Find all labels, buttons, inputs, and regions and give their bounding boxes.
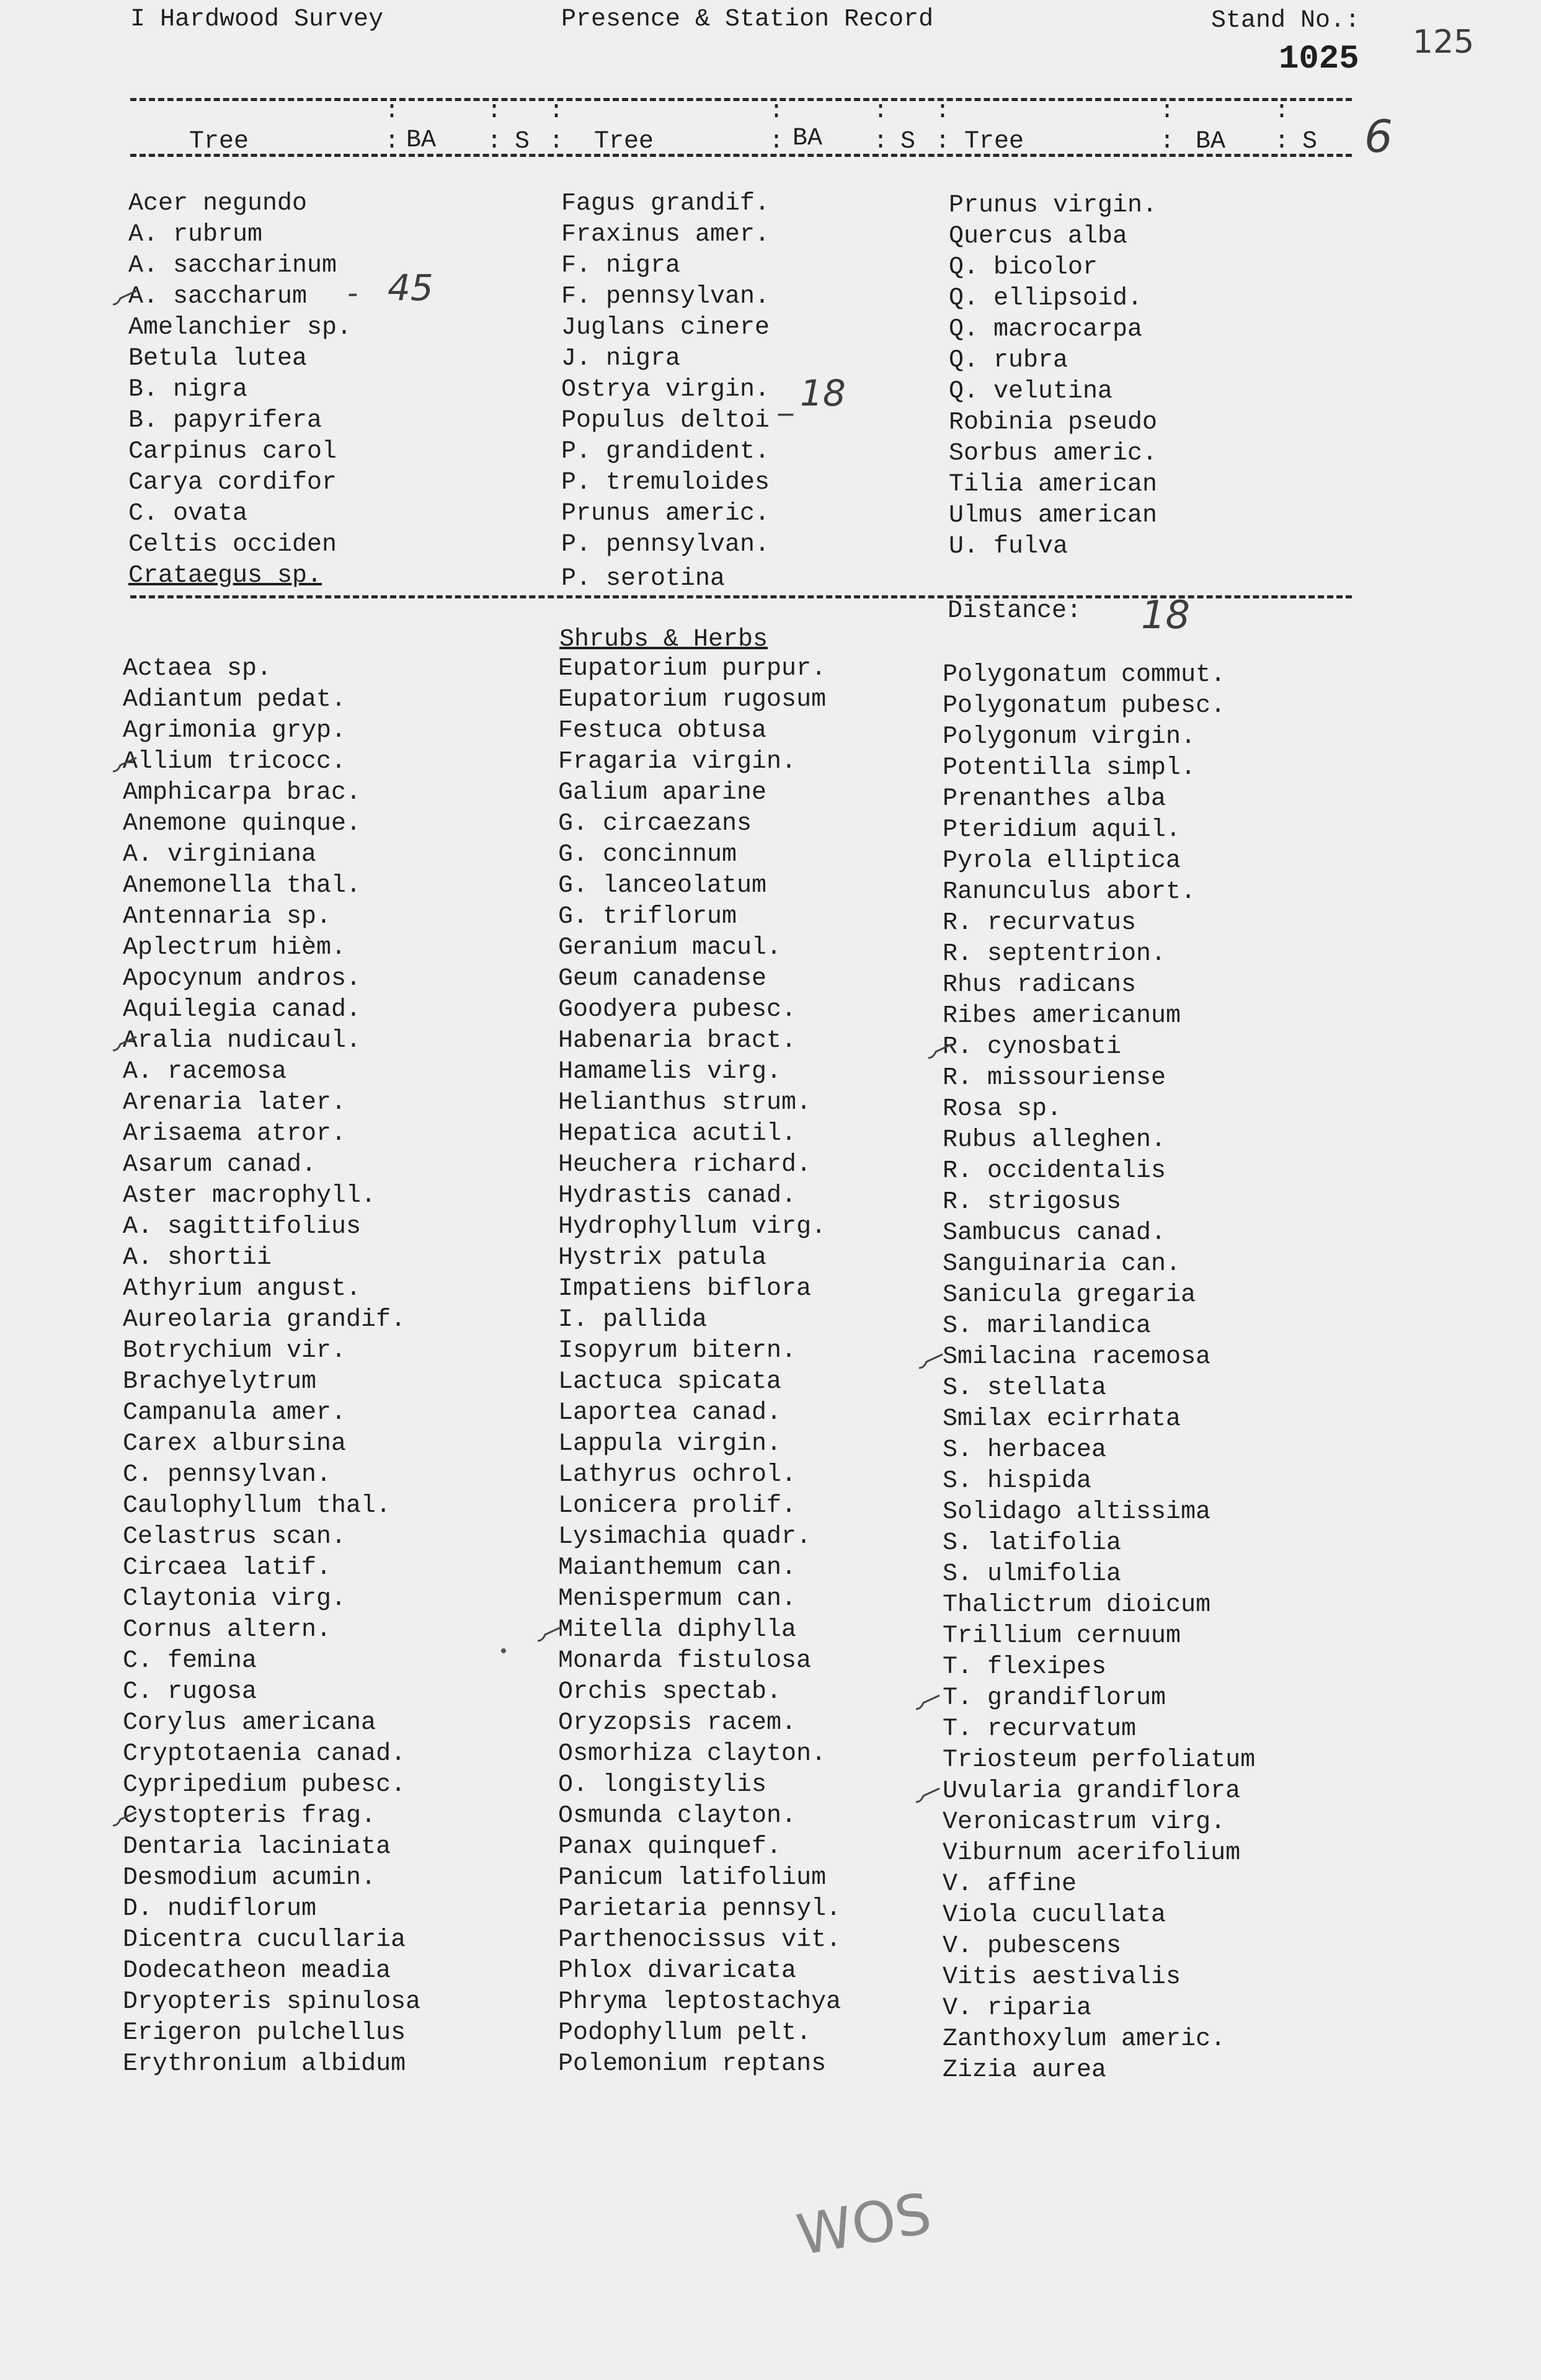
list-item: Geranium macul. (558, 934, 782, 962)
list-item: A. virginiana (123, 841, 317, 869)
list-item: Allium tricocc. (123, 748, 347, 776)
list-item: Carex albursina (123, 1430, 347, 1458)
list-item: Asarum canad. (123, 1151, 317, 1179)
list-item: Thalictrum dioicum (943, 1591, 1211, 1619)
list-item: Cystopteris frag. (123, 1802, 376, 1830)
list-item: A. shortii (123, 1244, 272, 1272)
list-item: Celastrus scan. (123, 1523, 347, 1551)
list-item: Apocynum andros. (123, 965, 362, 993)
list-item: Fraxinus amer. (561, 221, 770, 249)
handwritten-ba-saccharum: 45 (388, 267, 433, 309)
list-item: Erythronium albidum (123, 2050, 406, 2078)
list-item: Solidago altissima (943, 1498, 1211, 1526)
list-item: Festuca obtusa (558, 717, 767, 745)
list-item: Veronicastrum virg. (943, 1808, 1226, 1836)
list-item: G. lanceolatum (558, 872, 767, 900)
list-item: C. femina (123, 1647, 257, 1675)
list-item: Celtis occiden (128, 531, 337, 559)
ba2-header: BA (793, 125, 823, 153)
checkmark-icon (915, 1786, 942, 1803)
pencil-dot (501, 1648, 506, 1653)
list-item: Hydrophyllum virg. (558, 1213, 827, 1241)
list-item: Arisaema atror. (123, 1120, 347, 1148)
handwritten-dash: _ (778, 381, 793, 416)
list-item: Panicum latifolium (558, 1864, 827, 1892)
list-item: Desmodium acumin. (123, 1864, 376, 1892)
list-item: Parietaria pennsyl. (558, 1895, 842, 1923)
list-item: Athyrium angust. (123, 1275, 362, 1303)
list-item: Osmorhiza clayton. (558, 1740, 827, 1768)
list-item: S. stellata (943, 1374, 1107, 1402)
distance-label: Distance: (948, 597, 1082, 625)
list-item: G. concinnum (558, 841, 737, 869)
list-item: A. racemosa (123, 1058, 287, 1086)
list-item: Aureolaria grandif. (123, 1306, 406, 1334)
list-item: Fagus grandif. (561, 190, 770, 218)
list-item: Monarda fistulosa (558, 1647, 812, 1675)
list-item: R. cynosbati (943, 1033, 1122, 1061)
list-item: P. pennsylvan. (561, 531, 770, 559)
list-item: Corylus americana (123, 1709, 376, 1737)
checkmark-icon (536, 1625, 564, 1642)
list-item: Aralia nudicaul. (123, 1027, 362, 1055)
list-item: Eupatorium rugosum (558, 686, 827, 714)
handwritten-dash: - (347, 276, 358, 311)
list-item: Betula lutea (128, 345, 308, 373)
tree-col2-header: Tree (594, 128, 654, 156)
list-item: S. marilandica (943, 1312, 1152, 1340)
list-item: F. pennsylvan. (561, 283, 770, 311)
list-item: Viola cucullata (943, 1901, 1166, 1929)
list-item: Menispermum can. (558, 1585, 797, 1613)
shrubs-herbs-heading: Shrubs & Herbs (559, 626, 768, 654)
list-item: C. rugosa (123, 1678, 257, 1706)
list-item: Q. bicolor (949, 254, 1098, 282)
list-item: Amelanchier sp. (128, 314, 352, 342)
list-item: A. sagittifolius (123, 1213, 362, 1241)
list-item: V. affine (943, 1870, 1077, 1898)
list-item: Populus deltoi (561, 407, 770, 435)
list-item: Juglans cinere (561, 314, 770, 342)
list-item: Sanguinaria can. (943, 1250, 1181, 1278)
list-item: Phryma leptostachya (558, 1988, 842, 2016)
list-item: G. triflorum (558, 903, 737, 931)
list-item: Isopyrum bitern. (558, 1337, 797, 1365)
list-item: Carya cordifor (128, 469, 337, 497)
list-item: Aplectrum hièm. (123, 934, 347, 962)
list-item: Agrimonia gryp. (123, 717, 347, 745)
list-item: S. hispida (943, 1467, 1092, 1495)
s3-header: S (1302, 128, 1318, 156)
list-item: Carpinus carol (128, 438, 337, 466)
list-item: Prunus americ. (561, 500, 770, 528)
stand-number: 1025 (1279, 40, 1359, 78)
list-item: Impatiens biflora (558, 1275, 812, 1303)
list-item: Helianthus strum. (558, 1089, 812, 1117)
list-item: Polygonum virgin. (943, 723, 1196, 751)
list-item: Galium aparine (558, 779, 767, 807)
list-item: Lysimachia quadr. (558, 1523, 812, 1551)
list-item: Fragaria virgin. (558, 748, 797, 776)
list-item: Botrychium vir. (123, 1337, 347, 1365)
list-item: Arenaria later. (123, 1089, 347, 1117)
list-item: S. latifolia (943, 1529, 1122, 1557)
list-item: Phlox divaricata (558, 1957, 797, 1985)
tree-col1-header: Tree (189, 128, 249, 156)
list-item: B. papyrifera (128, 407, 322, 435)
list-item: Polygonatum pubesc. (943, 692, 1226, 720)
list-item: Rosa sp. (943, 1095, 1062, 1123)
list-item: Sanicula gregaria (943, 1281, 1196, 1309)
list-item: Ranunculus abort. (943, 878, 1196, 906)
list-item: J. nigra (561, 345, 681, 373)
handwritten-six: 6 (1364, 110, 1393, 162)
list-item: B. nigra (128, 376, 248, 404)
list-item: Oryzopsis racem. (558, 1709, 797, 1737)
list-item: Claytonia virg. (123, 1585, 347, 1613)
list-item: Geum canadense (558, 965, 767, 993)
list-item: I. pallida (558, 1306, 708, 1334)
list-item: Hamamelis virg. (558, 1058, 782, 1086)
checkmark-icon (112, 288, 139, 306)
list-item: Cypripedium pubesc. (123, 1771, 406, 1799)
list-item: Lathyrus ochrol. (558, 1461, 797, 1489)
list-item: Habenaria bract. (558, 1027, 797, 1055)
s2-header: S (900, 128, 916, 156)
ba3-header: BA (1196, 128, 1226, 156)
list-item: Dryopteris spinulosa (123, 1988, 421, 2016)
list-item: Campanula amer. (123, 1399, 347, 1427)
list-item: Uvularia grandiflora (943, 1777, 1241, 1805)
list-item: P. tremuloides (561, 469, 770, 497)
list-item: Antennaria sp. (123, 903, 332, 931)
list-item: Parthenocissus vit. (558, 1926, 842, 1954)
list-item: Pyrola elliptica (943, 847, 1181, 875)
list-item: A. saccharinum (128, 252, 337, 280)
list-item: Zizia aurea (943, 2056, 1107, 2084)
list-item: Hydrastis canad. (558, 1182, 797, 1210)
list-item: Sambucus canad. (943, 1219, 1166, 1247)
list-item: Aquilegia canad. (123, 996, 362, 1024)
list-item: U. fulva (949, 533, 1068, 561)
list-item: Robinia pseudo (949, 409, 1158, 437)
stand-label: Stand No.: (1211, 7, 1361, 35)
handwritten-ba-ostrya: 18 (800, 372, 846, 414)
list-item: Lappula virgin. (558, 1430, 782, 1458)
list-item: Amphicarpa brac. (123, 779, 362, 807)
checkmark-icon (918, 1352, 945, 1369)
list-item: Cryptotaenia canad. (123, 1740, 406, 1768)
list-item: Viburnum acerifolium (943, 1839, 1241, 1867)
list-item: R. recurvatus (943, 909, 1137, 937)
list-item: Osmunda clayton. (558, 1802, 797, 1830)
list-item: A. saccharum (128, 283, 308, 311)
list-item: S. ulmifolia (943, 1560, 1122, 1588)
list-item: R. strigosus (943, 1188, 1122, 1216)
list-item: Panax quinquef. (558, 1833, 782, 1861)
list-item: V. riparia (943, 1994, 1092, 2022)
checkmark-icon (915, 1693, 942, 1710)
checkmark-icon (112, 1034, 139, 1052)
list-item: Polygonatum commut. (943, 661, 1226, 689)
list-item: Mitella diphylla (558, 1616, 797, 1644)
list-item: T. flexipes (943, 1653, 1107, 1681)
handwritten-sheet-number: 125 (1413, 24, 1475, 61)
separator-colons: : (384, 97, 400, 125)
handwritten-distance: 18 (1141, 592, 1190, 637)
list-item: Q. ellipsoid. (949, 285, 1143, 313)
record-title: Presence & Station Record (561, 6, 934, 33)
survey-title: I Hardwood Survey (130, 6, 384, 33)
list-item: V. pubescens (943, 1932, 1122, 1960)
list-item: T. grandiflorum (943, 1684, 1166, 1712)
list-item: Orchis spectab. (558, 1678, 782, 1706)
list-item: R. septentrion. (943, 940, 1166, 968)
handwritten-initials: WOS (792, 2180, 936, 2269)
tree-col3-header: Tree (964, 128, 1024, 156)
list-item: Acer negundo (128, 190, 308, 218)
list-item: Potentilla simpl. (943, 754, 1196, 782)
list-item: Dentaria laciniata (123, 1833, 391, 1861)
list-item: Anemone quinque. (123, 810, 362, 838)
list-item: Rubus alleghen. (943, 1126, 1166, 1154)
list-item: Ribes americanum (943, 1002, 1181, 1030)
list-item: Dodecatheon meadia (123, 1957, 391, 1985)
ba1-header: BA (406, 127, 437, 154)
list-item: Cornus altern. (123, 1616, 332, 1644)
list-item: Lactuca spicata (558, 1368, 782, 1396)
list-item: Dicentra cucullaria (123, 1926, 406, 1954)
list-item: Zanthoxylum americ. (943, 2025, 1226, 2053)
list-item: S. herbacea (943, 1436, 1107, 1464)
list-item: A. rubrum (128, 221, 263, 249)
list-item: Adiantum pedat. (123, 686, 347, 714)
checkmark-icon (112, 1809, 139, 1827)
list-item: Anemonella thal. (123, 872, 362, 900)
list-item: Brachyelytrum (123, 1368, 317, 1396)
list-item: Pteridium aquil. (943, 816, 1181, 844)
list-item: Rhus radicans (943, 971, 1137, 999)
list-item: R. occidentalis (943, 1157, 1166, 1185)
list-item: Caulophyllum thal. (123, 1492, 391, 1520)
list-item: Podophyllum pelt. (558, 2019, 812, 2047)
list-item: C. pennsylvan. (123, 1461, 332, 1489)
list-item: Prunus virgin. (949, 192, 1158, 220)
list-item: Trillium cernuum (943, 1622, 1181, 1650)
survey-sheet: I Hardwood Survey Presence & Station Record Stand No.: 1025 125 6 : : : : : : : : Tree : BA : S : Tree : BA : S : Tree : BA : S Acer negundo A. rubrum A. saccharinum A. saccharum Amelanchier sp. Betula lutea B. nigra B. papyrifera Carpinus carol Carya cordifor C. ovata Celtis occiden Crataegus sp. Fagus grandif. Fraxinus amer. F. nigra F. pennsylvan. Juglans cinere J. nigra Ostrya virgin. Populus deltoi P. grandident. P. tremuloides Prunus americ. P. pennsylvan. P. serotina Prunus virgin. Quercus alba Q. bicolor Q. ellipsoid. Q. macrocarpa Q. rubra Q. velutina Robinia pseudo Sorbus americ. Tilia american Ulmus american U. fulva 45 - 18 _ Distance: 18 Shrubs & Herbs Actaea sp. Adiantum pedat. Agrimonia gryp. Allium tricocc. Amphicarpa brac. Anemone quinque. A. virginiana Anemonella thal. Antennaria sp. Aplectrum hièm. Apocynum andros. Aquilegia canad. Aralia nudicaul. A. racemosa Arenaria later. Arisaema atror. Asarum canad. Aster macrophyll. A. sagittifolius A. shortii Athyrium angust. Aureolaria grandif. Botrychium vir. Brachyelytrum Campanula amer. Carex albursina C. pennsylvan. Caulophyllum thal. Celastrus scan. Circaea latif. Claytonia virg. Cornus altern. C. femina C. rugosa Corylus americana Cryptotaenia canad. Cypripedium pubesc. Cystopteris frag. Dentaria laciniata Desmodium acumin. D. nudiflorum Dicentra cucullaria Dodecatheon meadia Dryopteris spinulosa Erigeron pulchellus Erythronium albidum Eupatorium purpur. Eupatorium rugosum Festuca obtusa Fragaria virgin. Galium aparine G. circaezans G. concinnum G. lanceolatum G. triflorum Geranium macul. Geum canadense Goodyera pubesc. Habenaria bract. Hamamelis virg. Helianthus strum. Hepatica acutil. Heuchera richard. Hydrastis canad. Hydrophyllum virg. Hystrix patula Impatiens biflora I. pallida Isopyrum bitern. Lactuca spicata Laportea canad. Lappula virgin. Lathyrus ochrol. Lonicera prolif. Lysimachia quadr. Maianthemum can. Menispermum can. Mitella diphylla Monarda fistulosa Orchis spectab. Oryzopsis racem. Osmorhiza clayton. O. longistylis Osmunda clayton. Panax quinquef. Panicum latifolium Parietaria pennsyl. Parthenocissus vit. Phlox divaricata Phryma leptostachya Podophyllum pelt. Polemonium reptans Polygonatum commut. Polygonatum pubesc. Polygonum virgin. Potentilla simpl. Prenanthes alba Pteridium aquil. Pyrola elliptica Ranunculus abort. R. recurvatus R. septentrion. Rhus radicans Ribes americanum R. cynosbati R. missouriense Rosa sp. Rubus alleghen. R. occidentalis R. strigosus Sambucus canad. Sanguinaria can. Sanicula gregaria S. marilandica Smilacina racemosa S. stellata Smilax ecirrhata S. herbacea S. hispida Solidago altissima S. latifolia S. ulmifolia Thalictrum dioicum Trillium cernuum T. flexipes T. grandiflorum T. recurvatum Triosteum perfoliatum Uvularia grandiflora Veronicastrum virg. Viburnum acerifolium V. affine Viola cucullata V. pubescens Vitis aestivalis V. riparia Zanthoxylum americ. Zizia aurea WOS (0, 0, 1541, 2380)
list-item: P. grandident. (561, 438, 770, 466)
list-item: Hystrix patula (558, 1244, 767, 1272)
list-item: Heuchera richard. (558, 1151, 812, 1179)
list-item: Vitis aestivalis (943, 1963, 1181, 1991)
s1-header: S (515, 128, 530, 156)
list-item: F. nigra (561, 252, 681, 280)
list-item: Actaea sp. (123, 655, 272, 683)
list-item: T. recurvatum (943, 1715, 1137, 1743)
list-item: Polemonium reptans (558, 2050, 827, 2078)
list-item: Smilacina racemosa (943, 1343, 1211, 1371)
list-item: Quercus alba (949, 223, 1128, 251)
list-item: D. nudiflorum (123, 1895, 317, 1923)
list-item: O. longistylis (558, 1771, 767, 1799)
list-item: Q. rubra (949, 347, 1068, 375)
list-item: Goodyera pubesc. (558, 996, 797, 1024)
list-item: Tilia american (949, 471, 1158, 499)
list-item: Lonicera prolif. (558, 1492, 797, 1520)
checkmark-icon (112, 755, 139, 773)
list-item: P. serotina (561, 565, 726, 593)
list-item: Aster macrophyll. (123, 1182, 376, 1210)
list-item: Sorbus americ. (949, 440, 1158, 468)
list-item: Maianthemum can. (558, 1554, 797, 1582)
list-item: Ostrya virgin. (561, 376, 770, 404)
list-item: Prenanthes alba (943, 785, 1166, 813)
list-item: Laportea canad. (558, 1399, 782, 1427)
list-item: Q. macrocarpa (949, 316, 1143, 344)
list-item: Q. velutina (949, 378, 1113, 406)
list-item: R. missouriense (943, 1064, 1166, 1092)
list-item: Triosteum perfoliatum (943, 1746, 1256, 1774)
list-item: Ulmus american (949, 502, 1158, 530)
list-item: Hepatica acutil. (558, 1120, 797, 1148)
list-item: Eupatorium purpur. (558, 655, 827, 683)
list-item: Circaea latif. (123, 1554, 332, 1582)
list-item: Smilax ecirrhata (943, 1405, 1181, 1433)
list-item: Erigeron pulchellus (123, 2019, 406, 2047)
list-item: C. ovata (128, 500, 248, 528)
list-item: Crataegus sp. (128, 562, 322, 590)
checkmark-icon (927, 1042, 954, 1059)
list-item: G. circaezans (558, 810, 752, 838)
